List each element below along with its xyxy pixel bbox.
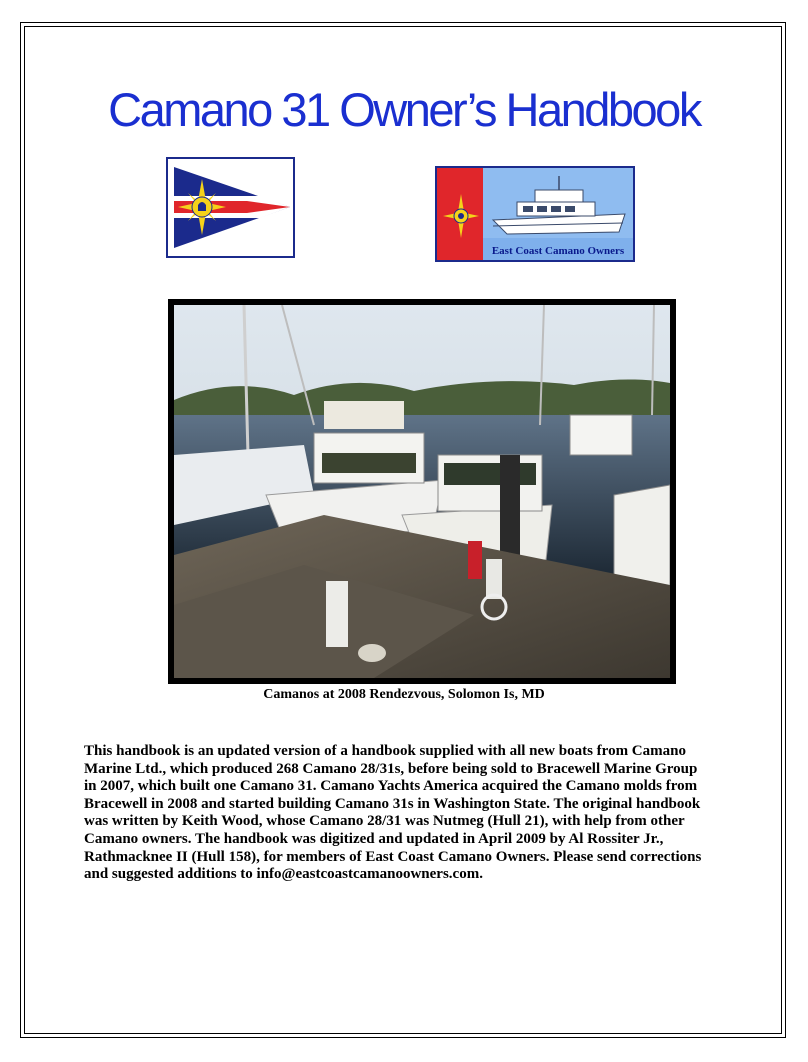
intro-line: Rathmacknee II (Hull 158), for members of East Coast Camano Owners. Please send corrections <box>84 848 702 865</box>
page-title: Camano 31 Owner’s Handbook <box>108 83 700 136</box>
rendezvous-photo <box>168 299 676 684</box>
intro-line: Marine Ltd., which produced 268 Camano 28/31s, before being sold to Bracewell Marine Group <box>84 760 698 777</box>
burgee-logo <box>166 157 295 258</box>
photo-caption: Camanos at 2008 Rendezvous, Solomon Is, MD <box>263 687 545 702</box>
burgee-flag-icon <box>168 159 293 256</box>
intro-line: in 2007, which built one Camano 31. Camano Yachts America acquired the Camano molds from <box>84 778 698 795</box>
intro-line: Bracewell in 2008 and started building Camano 31s in Washington State. The original handbook <box>84 795 701 812</box>
ecco-boat-icon <box>437 168 633 260</box>
intro-line: was written by Keith Wood, whose Camano 28/31 was Nutmeg (Hull 21), with help from other <box>84 813 685 830</box>
east-coast-camano-owners-logo <box>435 166 635 262</box>
handbook-intro-paragraph <box>84 743 764 884</box>
ecco-label: East Coast Camano Owners <box>491 245 625 257</box>
intro-line: This handbook is an updated version of a handbook supplied with all new boats from Camano <box>84 743 686 759</box>
intro-line: and suggested additions to info@eastcoastcamanoowners.com. <box>84 866 483 883</box>
marina-photo-image <box>174 305 670 678</box>
intro-line: Camano owners. The handbook was digitized and updated in April 2009 by Al Rossiter Jr., <box>84 830 664 847</box>
